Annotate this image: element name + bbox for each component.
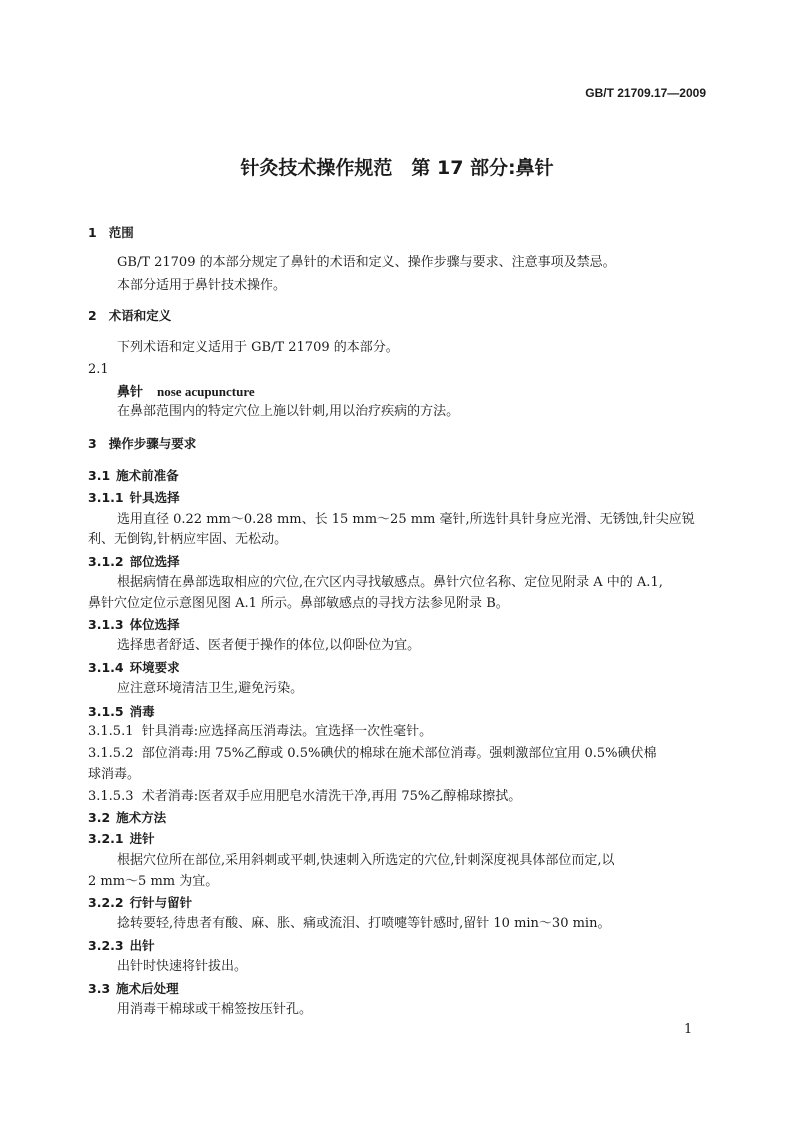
clause-number: 3.1.5.3 [88, 789, 134, 804]
standard-number: GB/T 21709.17—2009 [585, 86, 706, 100]
section-label: 施术前准备 [116, 468, 179, 483]
section-label: 针具选择 [129, 490, 180, 505]
section-number: 3.1.1 [88, 490, 124, 505]
section-label: 施术后处理 [116, 981, 179, 996]
s3152-line-1 [88, 744, 708, 764]
section-3-2-3-heading [88, 936, 708, 956]
section-number: 3.1.3 [88, 617, 124, 632]
s3151-line [88, 722, 708, 742]
clause-text: 术者消毒:医者双手应用肥皂水清洗干净,再用 75%乙醇棉球擦拭。 [141, 789, 522, 804]
section-number: 3.2.1 [88, 831, 124, 846]
section-label: 消毒 [129, 704, 155, 719]
s312-line-2: 鼻针穴位定位示意图见图 A.1 所示。鼻部敏感点的寻找方法参见附录 B。 [88, 596, 509, 611]
s1-paragraph-2: 本部分适用于鼻针技术操作。 [117, 278, 287, 293]
s311-line-2: 利、无倒钩,针柄应牢固、无松动。 [88, 532, 288, 547]
s2-paragraph-1: 下列术语和定义适用于 GB/T 21709 的本部分。 [117, 340, 399, 355]
section-3-1-5-heading [88, 702, 708, 722]
section-number: 3.1.5 [88, 704, 124, 719]
term-number: 2.1 [88, 362, 109, 377]
section-number: 3.2.2 [88, 895, 124, 910]
s1-paragraph-1: GB/T 21709 的本部分规定了鼻针的术语和定义、操作步骤与要求、注意事项及禁忌。 [117, 255, 616, 270]
section-3-1-2-heading [88, 552, 708, 572]
section-3-2-1-heading [88, 829, 708, 849]
section-label: 术语和定义 [108, 308, 172, 323]
s321-line-2: 2 mm～5 mm 为宜。 [88, 874, 219, 889]
s312-line-1: 根据病情在鼻部选取相应的穴位,在穴区内寻找敏感点。鼻针穴位名称、定位见附录 A 中的 A.1, [117, 575, 663, 590]
section-3-2-heading [88, 808, 708, 828]
section-label: 环境要求 [129, 660, 180, 675]
section-3-1-4-heading [88, 658, 708, 678]
section-label: 施术方法 [116, 810, 167, 825]
section-1-heading [88, 223, 708, 243]
s322-line-1: 捻转要轻,待患者有酸、麻、胀、痛或流泪、打喷嚏等针感时,留针 10 min～30 min。 [117, 916, 611, 931]
s33-line-1: 用消毒干棉球或干棉签按压针孔。 [117, 1002, 313, 1017]
section-number: 1 [88, 225, 97, 240]
section-number: 3.3 [88, 981, 111, 996]
term-english: nose acupuncture [157, 384, 255, 399]
section-label: 范围 [108, 225, 134, 240]
section-number: 2 [88, 308, 97, 323]
clause-number: 3.1.5.1 [88, 724, 134, 739]
section-2-heading [88, 306, 708, 326]
term-chinese: 鼻针 [117, 385, 144, 400]
clause-text: 部位消毒:用 75%乙醇或 0.5%碘伏的棉球在施术部位消毒。强刺激部位宜用 0.5%碘伏棉 [141, 746, 657, 761]
s321-line-1: 根据穴位所在部位,采用斜刺或平刺,快速刺入所选定的穴位,针刺深度视具体部位而定,以 [117, 853, 615, 868]
s3152-line-2: 球消毒。 [88, 767, 141, 782]
section-3-1-1-heading [88, 488, 708, 508]
section-label: 出针 [129, 938, 155, 953]
s313-line-1: 选择患者舒适、医者便于操作的体位,以仰卧位为宜。 [117, 638, 421, 653]
clause-text: 针具消毒:应选择高压消毒法。宜选择一次性毫针。 [141, 724, 433, 739]
section-number: 3.1.4 [88, 660, 124, 675]
s314-line-1: 应注意环境清洁卫生,避免污染。 [117, 681, 304, 696]
page-number: 1 [684, 1022, 693, 1037]
section-3-1-heading [88, 466, 708, 486]
term-definition: 在鼻部范围内的特定穴位上施以针刺,用以治疗疾病的方法。 [117, 404, 460, 419]
s311-line-1: 选用直径 0.22 mm～0.28 mm、长 15 mm～25 mm 毫针,所选针具针身应光滑、无锈蚀,针尖应锐 [117, 512, 695, 527]
clause-number: 3.1.5.2 [88, 746, 134, 761]
section-label: 部位选择 [129, 554, 180, 569]
s323-line-1: 出针时快速将针拔出。 [117, 959, 248, 974]
section-number: 3.2.3 [88, 938, 124, 953]
section-3-1-3-heading [88, 615, 708, 635]
section-label: 体位选择 [129, 617, 180, 632]
section-number: 3.1.2 [88, 554, 124, 569]
section-3-2-2-heading [88, 893, 708, 913]
section-number: 3 [88, 436, 97, 451]
section-3-3-heading [88, 979, 708, 999]
section-label: 操作步骤与要求 [108, 436, 197, 451]
document-title: 针灸技术操作规范 第 17 部分:鼻针 [240, 157, 554, 179]
term-entry [117, 382, 708, 403]
section-number: 3.1 [88, 468, 111, 483]
section-label: 行针与留针 [129, 895, 193, 910]
section-3-heading [88, 434, 708, 454]
section-number: 3.2 [88, 810, 111, 825]
s3153-line [88, 787, 708, 807]
section-label: 进针 [129, 831, 155, 846]
